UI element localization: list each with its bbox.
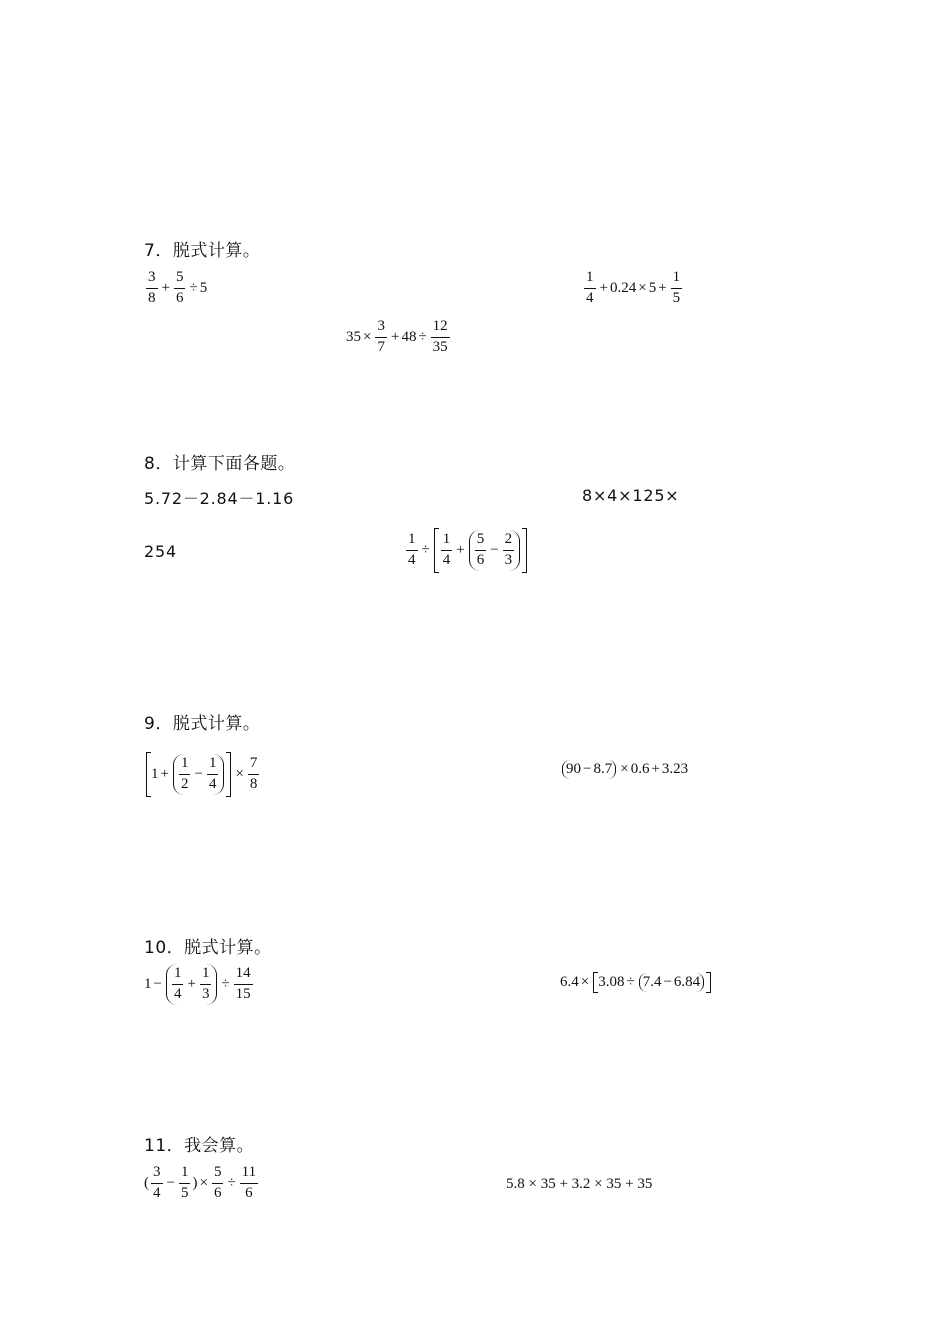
q9-expr-2: 90 − 8.7 × 0.6 + 3.23 (560, 760, 688, 779)
q8-heading: 8．计算下面各题。 (144, 454, 296, 474)
fraction: $\frac{3}{4}$ (153, 1164, 161, 1201)
fraction: $\frac{1}{4}$ (408, 531, 416, 568)
square-brackets: 1 + $\frac{1}{2}$ − $\frac{1}{4}$ (146, 752, 231, 797)
fraction: $\frac{5}{6}$ (175, 269, 184, 306)
square-brackets: $\frac{1}{4}$ + $\frac{5}{6}$ − $\frac{2}{3}$ (434, 528, 527, 573)
q10-expr-2: 6.4 × 3.08 ÷ 7.4 − 6.84 (560, 972, 713, 993)
q8-expr-1: 5.72－2.84－1.16 (144, 489, 295, 508)
q11-heading: 11．我会算。 (144, 1136, 255, 1156)
fraction: $\frac{5}{6}$ (213, 1164, 222, 1201)
fraction: $\frac{11}{6}$ (241, 1164, 257, 1201)
q10-heading: 10．脱式计算。 (144, 938, 272, 958)
fraction: $\frac{1}{4}$ (173, 965, 182, 1002)
q7-expr-3: 35 × $\frac{3}{7}$ + 48 ÷ $\frac{12}{35}$ (346, 318, 448, 355)
parentheses: 7.4 − 6.84 (639, 973, 704, 992)
square-brackets: 3.08 ÷ 7.4 − 6.84 (593, 972, 711, 993)
q7-expr-1: $\frac{3}{8}$ + $\frac{5}{6}$ ÷ 5 (148, 269, 208, 306)
fraction: $\frac{1}{4}$ (208, 755, 217, 792)
fraction: $\frac{1}{4}$ (442, 531, 451, 568)
q8-expr-2-continued: 254 (144, 542, 177, 561)
q7-expr-2: $\frac{1}{4}$ + 0.24 × 5 + $\frac{1}{5}$ (586, 269, 681, 306)
q9-heading: 9．脱式计算。 (144, 714, 261, 734)
q9-expr-1: 1 + $\frac{1}{2}$ − $\frac{1}{4}$ × $\frac{7}{8}$ (144, 752, 261, 797)
q7-heading: 7．脱式计算。 (144, 241, 261, 261)
fraction: $\frac{14}{15}$ (235, 965, 251, 1002)
q10-expr-1: 1 − $\frac{1}{4}$ + $\frac{1}{3}$ ÷ $\frac{14}{15}$ (144, 964, 255, 1005)
parentheses: $\frac{1}{2}$ − $\frac{1}{4}$ (173, 754, 224, 795)
q8-expr-2: 8×4×125× (582, 486, 680, 505)
fraction: $\frac{1}{5}$ (672, 269, 681, 306)
fraction: $\frac{1}{5}$ (180, 1164, 189, 1201)
fraction: $\frac{3}{7}$ (377, 318, 385, 355)
fraction: $\frac{12}{35}$ (432, 318, 448, 355)
q11-expr-1: ( $\frac{3}{4}$ − $\frac{1}{5}$ ) × $\frac{5}{6}$ ÷ $\frac{11}{6}$ (144, 1164, 257, 1201)
parentheses: $\frac{1}{4}$ + $\frac{1}{3}$ (166, 964, 217, 1005)
fraction: $\frac{1}{3}$ (201, 965, 210, 1002)
q11-expr-2: 5.8 × 35 + 3.2 × 35 + 35 (506, 1176, 653, 1192)
fraction: $\frac{3}{8}$ (148, 269, 156, 306)
fraction: $\frac{2}{3}$ (504, 531, 513, 568)
fraction: $\frac{7}{8}$ (249, 755, 258, 792)
fraction: $\frac{1}{2}$ (180, 755, 189, 792)
q8-expr-3: $\frac{1}{4}$ ÷ $\frac{1}{4}$ + $\frac{5}{6}$ − $\frac{2}{3}$ (404, 528, 529, 573)
fraction: $\frac{1}{4}$ (586, 269, 594, 306)
parentheses: $\frac{5}{6}$ − $\frac{2}{3}$ (469, 530, 520, 571)
parentheses: 90 − 8.7 (562, 760, 616, 779)
fraction: $\frac{5}{6}$ (476, 531, 485, 568)
